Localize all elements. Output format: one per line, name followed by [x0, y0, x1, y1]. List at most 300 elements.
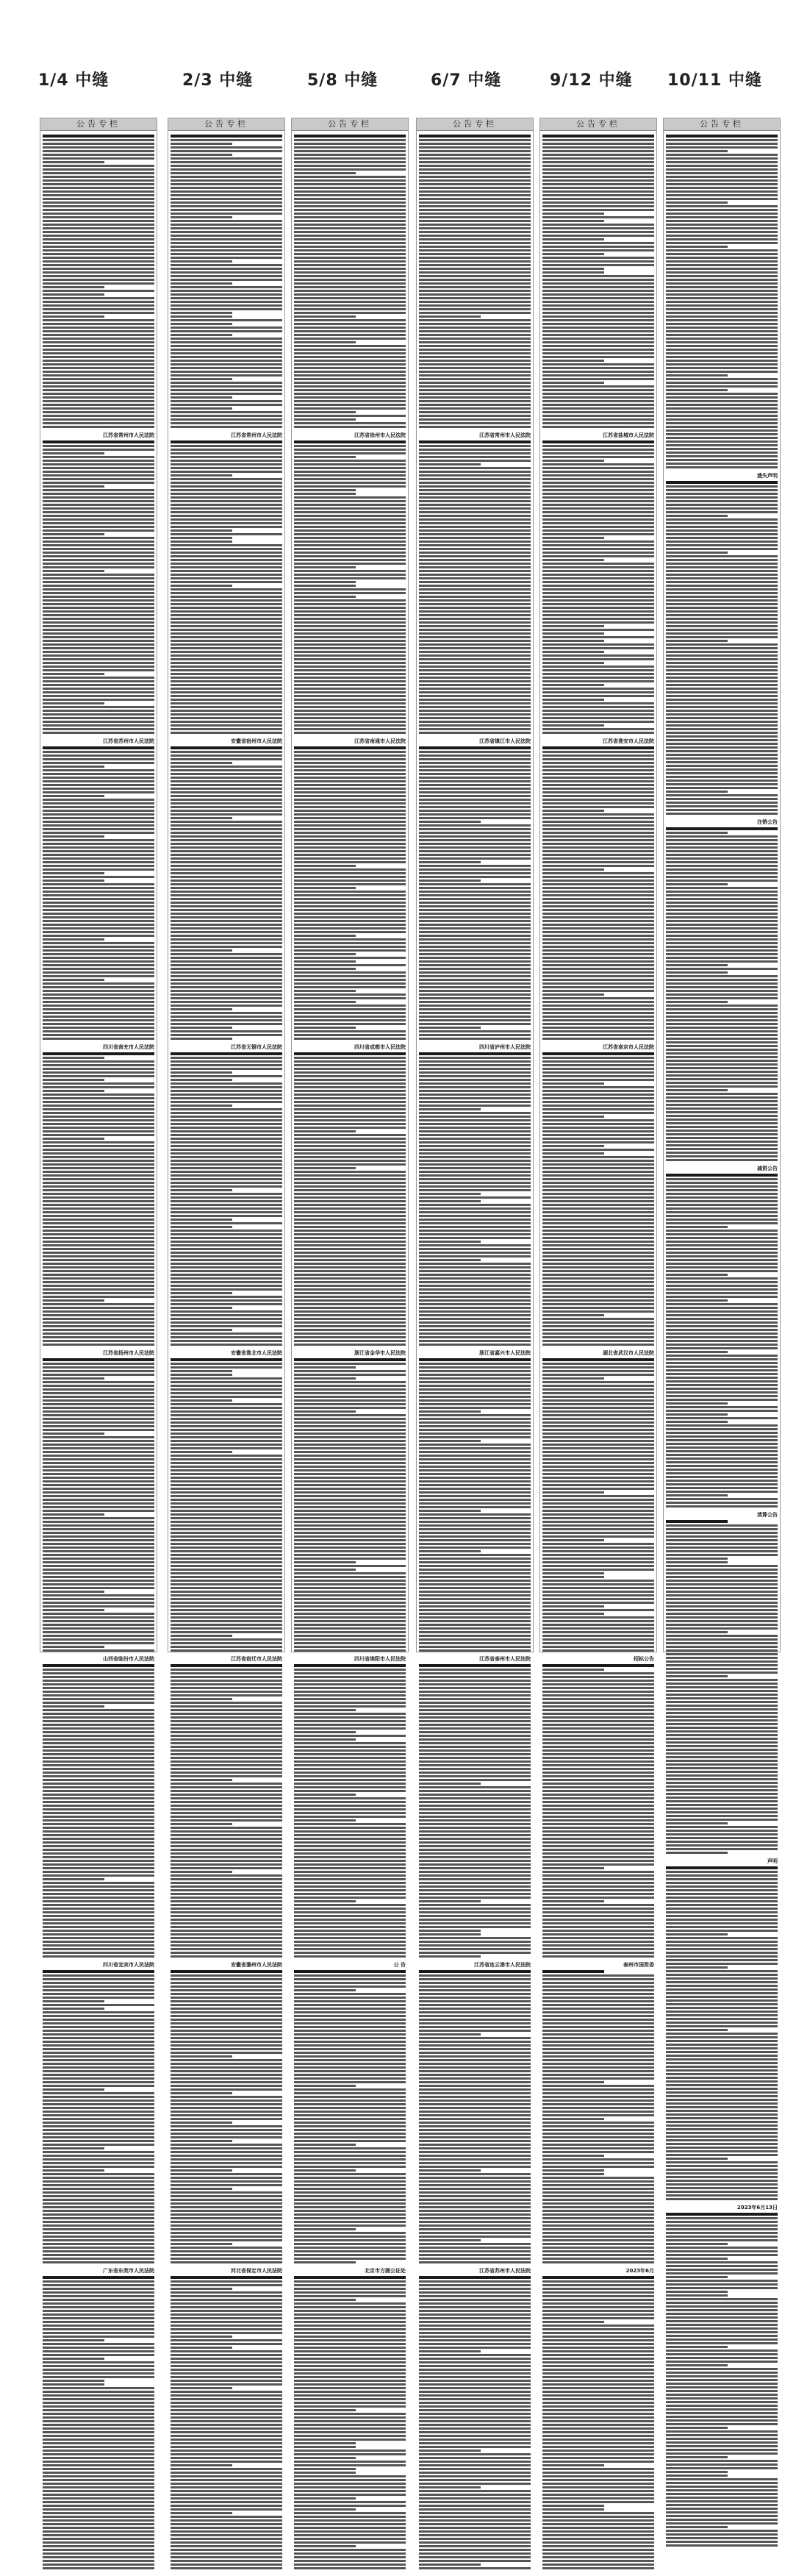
- text-line: [542, 813, 654, 816]
- text-line: [294, 1816, 406, 1818]
- text-line: [294, 1915, 406, 1917]
- text-line: [294, 2512, 406, 2514]
- text-line: [171, 581, 282, 583]
- notice-block: [294, 1350, 406, 1652]
- announcement-column-1: [40, 118, 157, 2274]
- text-line: [294, 1535, 406, 1538]
- text-line: [666, 2147, 778, 2149]
- text-line: [43, 751, 154, 753]
- text-line: [419, 566, 531, 568]
- text-line: [542, 1178, 654, 1180]
- text-line: [542, 1281, 654, 1283]
- text-line: [542, 647, 654, 649]
- text-line: [542, 2413, 654, 2415]
- text-line: [294, 2552, 406, 2555]
- text-line: [542, 172, 654, 174]
- text-line: [171, 323, 232, 325]
- text-line: [294, 640, 406, 642]
- text-line: [542, 371, 654, 373]
- text-line: [419, 2494, 531, 2496]
- text-line: [666, 1406, 778, 1408]
- text-line: [294, 507, 406, 510]
- text-line: [171, 1587, 282, 1589]
- text-line: [43, 2497, 154, 2500]
- text-line: [419, 982, 531, 985]
- text-line: [542, 2173, 604, 2175]
- text-line: [419, 1455, 531, 1457]
- text-line: [43, 2063, 154, 2065]
- text-line: [419, 209, 531, 211]
- text-line: [542, 1838, 654, 1840]
- text-line: [43, 537, 154, 539]
- text-line: [666, 378, 778, 380]
- text-line: [419, 293, 531, 296]
- text-line: [542, 1794, 654, 1796]
- text-line: [294, 1414, 406, 1416]
- text-line: [666, 938, 778, 941]
- text-line: [542, 920, 654, 922]
- text-line: [171, 1167, 282, 1169]
- text-line: [419, 1241, 481, 1243]
- text-line: [542, 2457, 654, 2459]
- text-line: [542, 2044, 654, 2047]
- text-line: [43, 788, 154, 790]
- text-line: [419, 1664, 531, 1667]
- text-line: [419, 979, 531, 981]
- text-line: [171, 949, 232, 952]
- text-line: [542, 1694, 654, 1696]
- text-line: [43, 887, 154, 889]
- text-line: [171, 407, 232, 410]
- text-line: [542, 850, 654, 852]
- text-line: [542, 2486, 654, 2488]
- text-line: [666, 1402, 728, 1405]
- text-line: [171, 1852, 282, 1855]
- text-line: [171, 927, 282, 930]
- text-line: [542, 231, 654, 233]
- text-line: [294, 268, 406, 270]
- text-line: [294, 1742, 406, 1744]
- text-line: [294, 957, 406, 959]
- text-line: [419, 1635, 531, 1637]
- text-line: [666, 242, 778, 244]
- text-line: [294, 894, 406, 896]
- text-line: [171, 2468, 282, 2470]
- text-line: [43, 777, 154, 779]
- text-line: [542, 960, 654, 963]
- text-line: [294, 2450, 406, 2452]
- text-line: [666, 1093, 778, 1095]
- text-line: [542, 1705, 654, 1708]
- text-line: [542, 1303, 654, 1305]
- text-line: [171, 327, 282, 329]
- text-line: [542, 1466, 654, 1468]
- text-line: [294, 533, 406, 535]
- text-line: [666, 2187, 778, 2189]
- text-line: [294, 2479, 406, 2481]
- text-line: [294, 1141, 406, 1143]
- text-line: [43, 872, 104, 874]
- text-line: [171, 599, 282, 602]
- text-line: [171, 1381, 282, 1383]
- text-line: [666, 1778, 778, 1780]
- text-line: [294, 1185, 406, 1188]
- text-line: [419, 688, 531, 690]
- text-line: [171, 1867, 282, 1869]
- notice-block: [666, 819, 778, 1161]
- text-line: [419, 1469, 531, 1471]
- text-line: [419, 898, 531, 900]
- text-line: [542, 1683, 654, 1685]
- text-line: [294, 769, 406, 771]
- text-line: [43, 603, 154, 605]
- text-line: [43, 607, 154, 609]
- text-line: [43, 927, 154, 930]
- text-line: [294, 1845, 406, 1847]
- text-line: [666, 2033, 778, 2035]
- text-line: [43, 2306, 154, 2308]
- text-line: [542, 264, 654, 266]
- text-line: [542, 891, 654, 893]
- text-line: [171, 1171, 282, 1173]
- text-line: [43, 165, 154, 167]
- text-line: [171, 426, 282, 428]
- court-heading: 浙江省金华市人民法院: [354, 1350, 406, 1356]
- text-line: [43, 1252, 154, 1254]
- text-line: [419, 1838, 531, 1840]
- text-line: [542, 2369, 654, 2371]
- text-line: [419, 799, 531, 801]
- text-line: [419, 345, 531, 347]
- text-line: [542, 2552, 654, 2555]
- text-line: [666, 257, 778, 259]
- text-line: [666, 640, 728, 642]
- text-line: [666, 1193, 778, 1195]
- text-line: [294, 496, 406, 499]
- text-line: [666, 496, 778, 499]
- text-line: [43, 832, 154, 834]
- text-line: [43, 1790, 154, 1792]
- text-line: [171, 1510, 282, 1512]
- text-line: [542, 596, 654, 598]
- text-line: [294, 1724, 406, 1726]
- text-line: [294, 1510, 406, 1512]
- text-line: [666, 2106, 778, 2108]
- text-line: [171, 640, 282, 642]
- text-line: [666, 1314, 778, 1316]
- text-line: [171, 471, 282, 473]
- text-line: [43, 1627, 154, 1630]
- text-line: [666, 1355, 778, 1357]
- text-line: [294, 489, 356, 491]
- text-line: [43, 2545, 154, 2547]
- text-line: [171, 1008, 232, 1010]
- text-line: [294, 238, 406, 240]
- text-line: [171, 279, 282, 281]
- text-line: [419, 1705, 531, 1708]
- text-line: [294, 2442, 356, 2444]
- text-line: [419, 1130, 531, 1132]
- text-line: [542, 205, 654, 207]
- text-line: [542, 2405, 654, 2408]
- text-line: [666, 1882, 778, 1884]
- text-line: [294, 1385, 406, 1387]
- text-line: [43, 1332, 154, 1335]
- text-line: [419, 1801, 531, 1803]
- text-line: [294, 1403, 406, 1405]
- text-line: [171, 2427, 282, 2430]
- text-line: [666, 2372, 778, 2374]
- text-line: [43, 1318, 154, 1320]
- text-line: [419, 1436, 531, 1438]
- text-line: [419, 1152, 531, 1155]
- text-line: [294, 1274, 406, 1276]
- text-line: [419, 533, 531, 535]
- text-line: [419, 610, 531, 613]
- text-line: [419, 1314, 531, 1316]
- text-line: [43, 2523, 154, 2525]
- text-line: [419, 791, 531, 793]
- text-line: [294, 2136, 406, 2138]
- text-line: [294, 566, 356, 568]
- text-line: [666, 1126, 778, 1128]
- text-line: [666, 352, 778, 354]
- text-line: [294, 2505, 406, 2507]
- text-line: [542, 1447, 654, 1449]
- text-line: [294, 780, 406, 782]
- text-line: [43, 968, 154, 970]
- text-line: [542, 1982, 654, 1984]
- text-line: [43, 1270, 154, 1272]
- text-line: [419, 2372, 531, 2375]
- text-line: [666, 1012, 778, 1014]
- text-line: [542, 1926, 654, 1928]
- text-line: [419, 2332, 531, 2334]
- text-line: [171, 1027, 232, 1029]
- text-line: [666, 2228, 778, 2230]
- text-line: [666, 1609, 778, 1611]
- text-line: [43, 1705, 104, 1708]
- text-line: [43, 971, 154, 974]
- text-line: [43, 150, 154, 152]
- text-line: [419, 135, 531, 138]
- text-line: [171, 1687, 282, 1689]
- text-line: [542, 2295, 654, 2297]
- text-line: [666, 2198, 778, 2200]
- text-line: [43, 1727, 154, 1730]
- text-line: [171, 614, 282, 616]
- text-line: [171, 1638, 282, 1641]
- text-line: [666, 1963, 778, 1965]
- text-line: [171, 1812, 282, 1814]
- text-line: [666, 1638, 778, 1641]
- text-line: [171, 201, 282, 204]
- text-line: [43, 2409, 154, 2411]
- text-line: [171, 788, 282, 790]
- announcement-column-3: [291, 118, 409, 2274]
- text-line: [43, 1613, 154, 1615]
- text-line: [419, 2394, 531, 2397]
- text-line: [666, 1465, 778, 1467]
- text-line: [43, 2125, 154, 2127]
- text-line: [542, 363, 654, 365]
- text-line: [171, 592, 282, 594]
- text-line: [294, 1374, 406, 1376]
- text-line: [419, 997, 531, 999]
- text-line: [542, 592, 654, 594]
- text-line: [294, 1642, 406, 1644]
- text-line: [43, 2202, 154, 2205]
- text-line: [419, 1506, 531, 1508]
- text-line: [666, 1252, 778, 1254]
- text-line: [294, 1060, 406, 1063]
- court-heading: 江苏省盐城市人民法院: [603, 432, 654, 438]
- text-line: [666, 1734, 778, 1736]
- text-line: [171, 529, 232, 532]
- text-line: [666, 1049, 778, 1051]
- text-line: [419, 415, 531, 417]
- text-line: [43, 2070, 154, 2072]
- text-line: [171, 666, 282, 668]
- text-line: [542, 349, 654, 351]
- text-line: [419, 1933, 481, 1935]
- text-line: [666, 1023, 778, 1025]
- text-line: [419, 695, 531, 697]
- text-line: [542, 1911, 654, 1913]
- text-line: [542, 1407, 654, 1409]
- notice-block: [43, 1044, 154, 1346]
- text-line: [43, 1403, 154, 1405]
- text-line: [666, 1745, 778, 1747]
- text-line: [419, 1071, 531, 1074]
- text-line: [43, 2221, 154, 2223]
- text-line: [666, 1399, 778, 1401]
- court-heading: 四川省成都市人民法院: [354, 1044, 406, 1050]
- text-line: [666, 1366, 778, 1368]
- text-line: [171, 500, 282, 502]
- text-line: [542, 1285, 654, 1287]
- text-line: [419, 2224, 531, 2227]
- text-line: [43, 1484, 154, 1486]
- text-line: [171, 2111, 282, 2113]
- text-line: [419, 2088, 531, 2091]
- text-line: [171, 2483, 282, 2485]
- text-line: [294, 297, 406, 299]
- text-line: [294, 1955, 406, 1958]
- text-line: [419, 666, 531, 668]
- court-heading: 注销公告: [757, 819, 778, 825]
- text-line: [666, 2533, 778, 2536]
- court-heading: 山西省临汾市人民法院: [103, 1656, 154, 1662]
- text-line: [666, 1476, 778, 1478]
- text-line: [666, 2150, 778, 2152]
- text-line: [171, 1878, 282, 1880]
- text-line: [666, 143, 778, 145]
- text-line: [419, 286, 531, 288]
- text-line: [542, 1676, 654, 1678]
- text-line: [294, 2306, 406, 2308]
- text-line: [419, 806, 531, 808]
- text-line: [294, 603, 406, 605]
- text-line: [419, 334, 531, 336]
- text-line: [419, 297, 531, 299]
- text-line: [294, 1016, 406, 1018]
- text-line: [43, 1082, 154, 1085]
- text-line: [171, 1871, 232, 1873]
- text-line: [43, 1642, 154, 1644]
- text-line: [294, 636, 406, 638]
- text-line: [171, 1952, 282, 1954]
- text-line: [171, 2173, 282, 2175]
- text-line: [171, 1222, 282, 1224]
- text-line: [43, 407, 154, 410]
- text-line: [171, 1299, 282, 1302]
- text-line: [419, 821, 481, 823]
- text-line: [171, 1097, 282, 1099]
- text-line: [666, 1660, 778, 1663]
- text-line: [542, 2358, 654, 2360]
- text-line: [542, 824, 654, 827]
- text-line: [542, 2538, 654, 2540]
- text-line: [171, 2497, 282, 2500]
- text-line: [542, 702, 654, 704]
- text-line: [542, 1495, 654, 1497]
- text-line: [542, 1546, 654, 1549]
- text-line: [542, 758, 654, 760]
- text-line: [666, 1819, 778, 1821]
- text-line: [542, 1266, 654, 1269]
- text-line: [419, 1856, 531, 1858]
- text-line: [43, 422, 154, 424]
- text-line: [294, 2313, 406, 2316]
- text-line: [294, 1982, 406, 1984]
- text-line: [43, 352, 154, 354]
- text-line: [171, 1363, 282, 1365]
- text-line: [43, 1233, 154, 1235]
- text-line: [666, 913, 778, 915]
- text-line: [294, 2328, 406, 2330]
- text-line: [294, 1001, 356, 1003]
- text-line: [294, 1145, 406, 1147]
- text-line: [294, 2501, 406, 2503]
- text-line: [171, 135, 282, 138]
- text-line: [171, 1513, 282, 1516]
- text-line: [294, 2125, 406, 2127]
- text-line: [542, 1922, 654, 1924]
- text-line: [171, 1034, 282, 1036]
- text-line: [294, 960, 356, 963]
- text-line: [43, 2302, 154, 2305]
- text-line: [294, 791, 406, 793]
- text-line: [666, 2250, 778, 2252]
- text-line: [666, 404, 778, 406]
- text-line: [419, 246, 531, 248]
- text-line: [294, 518, 406, 521]
- text-line: [171, 1108, 282, 1110]
- text-line: [294, 286, 406, 288]
- text-line: [419, 957, 531, 959]
- text-line: [171, 868, 282, 871]
- text-line: [171, 275, 282, 277]
- text-line: [43, 2394, 154, 2397]
- text-line: [294, 2516, 406, 2518]
- text-line: [542, 422, 654, 424]
- text-line: [542, 194, 654, 196]
- text-line: [419, 861, 481, 863]
- text-line: [666, 658, 778, 660]
- text-line: [171, 1219, 232, 1221]
- text-line: [542, 1569, 654, 1571]
